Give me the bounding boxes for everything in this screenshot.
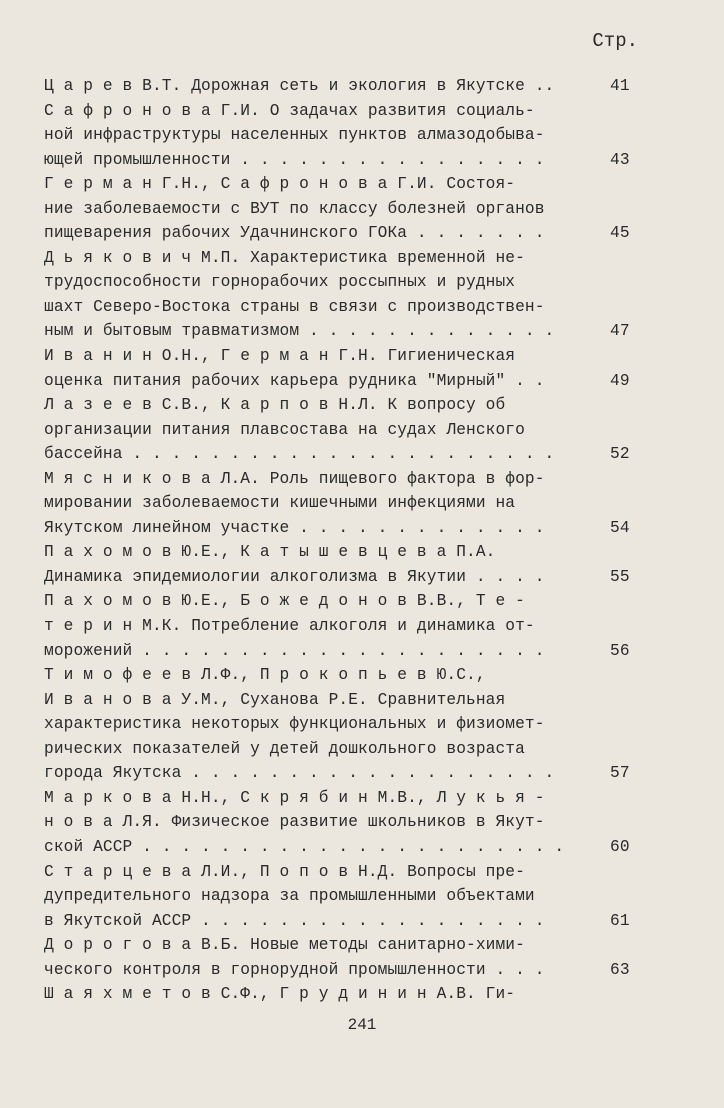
toc-entry-page: 52 <box>610 445 630 464</box>
toc-entry-page: 54 <box>610 518 630 537</box>
toc-entry <box>44 467 644 541</box>
toc-entry-line: н о в а Л.Я. Физическое развитие школьников в Якут- <box>44 813 545 832</box>
toc-entry <box>44 393 644 467</box>
toc-entry-line: Г е р м а н Г.Н., С а ф р о н о в а Г.И. Состоя- <box>44 175 516 194</box>
toc-entry-line: Д о р о г о в а В.Б. Новые методы санитарно-хими- <box>44 936 525 955</box>
toc-entry-line: оценка питания рабочих карьера рудника "Мирный" . . 49 <box>44 369 572 394</box>
toc-entry <box>44 74 644 99</box>
table-of-contents <box>44 74 644 1007</box>
toc-entry-line: мировании заболеваемости кишечными инфекциями на <box>44 494 516 513</box>
toc-entry-line: Л а з е е в С.В., К а р п о в Н.Л. К вопросу об <box>44 396 506 415</box>
toc-entry <box>44 172 644 246</box>
toc-entry <box>44 99 644 173</box>
toc-entry-line: Д ь я к о в и ч М.П. Характеристика временной не- <box>44 248 525 267</box>
toc-entry-line: М а р к о в а Н.Н., С к р я б и н М.В., Л у к ь я - <box>44 788 545 807</box>
toc-entry <box>44 663 644 786</box>
toc-entry-page: 45 <box>610 224 630 243</box>
toc-entry-line: Ц а р е в В.Т. Дорожная сеть и экология в Якутске .. 41 <box>44 74 572 99</box>
toc-entry-line: ческого контроля в горнорудной промышленности . . . 63 <box>44 958 572 983</box>
toc-entry-line: ным и бытовым травматизмом . . . . . . . . . . . . . 47 <box>44 319 572 344</box>
toc-entry-line: С а ф р о н о в а Г.И. О задачах развития социаль- <box>44 101 535 120</box>
toc-entry-line: города Якутска . . . . . . . . . . . . . . . . . . . 57 <box>44 761 572 786</box>
toc-entry-page: 41 <box>610 77 630 95</box>
toc-entry <box>44 860 644 934</box>
toc-entry-line: в Якутской АССР . . . . . . . . . . . . . . . . . . 61 <box>44 909 572 934</box>
toc-entry <box>44 589 644 663</box>
toc-entry <box>44 246 644 344</box>
toc-entry-line: организации питания плавсостава на судах Ленского <box>44 420 525 439</box>
toc-entry-line: трудоспособности горнорабочих россыпных и рудных <box>44 273 516 292</box>
toc-entry-line: ние заболеваемости с ВУТ по классу болезней органов <box>44 199 545 218</box>
toc-entry-line: пищеварения рабочих Удачнинского ГОКа . . . . . . . 45 <box>44 221 572 246</box>
toc-entry-line: М я с н и к о в а Л.А. Роль пищевого фактора в фор- <box>44 469 545 488</box>
toc-entry <box>44 344 644 393</box>
toc-entry-line: И в а н о в а У.М., Суханова Р.Е. Сравнительная <box>44 690 506 709</box>
toc-entry-line: Т и м о ф е е в Л.Ф., П р о к о п ь е в Ю.С., <box>44 666 486 685</box>
toc-entry-page: 57 <box>610 764 630 783</box>
toc-entry-line: рических показателей у детей дошкольного возраста <box>44 739 525 758</box>
toc-entry-page: 49 <box>610 371 630 390</box>
toc-entry <box>44 982 644 1007</box>
toc-entry-line: П а х о м о в Ю.Е., К а т ы ш е в ц е в а П.А. <box>44 543 496 562</box>
toc-entry-page: 47 <box>610 322 630 341</box>
toc-entry-line: Динамика эпидемиологии алкоголизма в Якутии . . . . 55 <box>44 565 572 590</box>
page-column-header: Стр. <box>592 30 638 52</box>
toc-entry-line: ной инфраструктуры населенных пунктов алмазодобыва- <box>44 126 545 145</box>
toc-entry-page: 60 <box>610 837 630 856</box>
toc-entry-page: 61 <box>610 911 630 930</box>
toc-entry-line: характеристика некоторых функциональных и физиомет- <box>44 715 545 734</box>
toc-entry-line: Ш а я х м е т о в С.Ф., Г р у д и н и н А.В. Ги- <box>44 985 516 1004</box>
toc-entry-page: 63 <box>610 960 630 979</box>
toc-entry-line: шахт Северо-Востока страны в связи с производствен- <box>44 297 545 316</box>
toc-entry-line: т е р и н М.К. Потребление алкоголя и динамика от- <box>44 617 535 636</box>
toc-entry-line: С т а р ц е в а Л.И., П о п о в Н.Д. Вопросы пре- <box>44 862 525 881</box>
toc-entry <box>44 933 644 982</box>
toc-entry-page: 56 <box>610 641 630 660</box>
toc-entry-line: бассейна . . . . . . . . . . . . . . . . . . . . . . 52 <box>44 442 572 467</box>
toc-entry-line: И в а н и н О.Н., Г е р м а н Г.Н. Гигиеническая <box>44 347 516 366</box>
toc-entry-page: 43 <box>610 150 630 169</box>
toc-entry-line: ской АССР . . . . . . . . . . . . . . . . . . . . . . 60 <box>44 835 572 860</box>
toc-entry-line: П а х о м о в Ю.Е., Б о ж е д о н о в В.В., Т е - <box>44 592 525 611</box>
toc-entry <box>44 540 644 589</box>
toc-entry-line: ющей промышленности . . . . . . . . . . . . . . . . 43 <box>44 148 572 173</box>
toc-entry-line: морожений . . . . . . . . . . . . . . . . . . . . . 56 <box>44 639 572 664</box>
toc-entry <box>44 786 644 860</box>
page-number: 241 <box>347 1016 377 1034</box>
toc-entry-line: дупредительного надзора за промышленными объектами <box>44 887 535 906</box>
toc-entry-line: Якутском линейном участке . . . . . . . . . . . . . 54 <box>44 516 572 541</box>
toc-entry-page: 55 <box>610 567 630 586</box>
